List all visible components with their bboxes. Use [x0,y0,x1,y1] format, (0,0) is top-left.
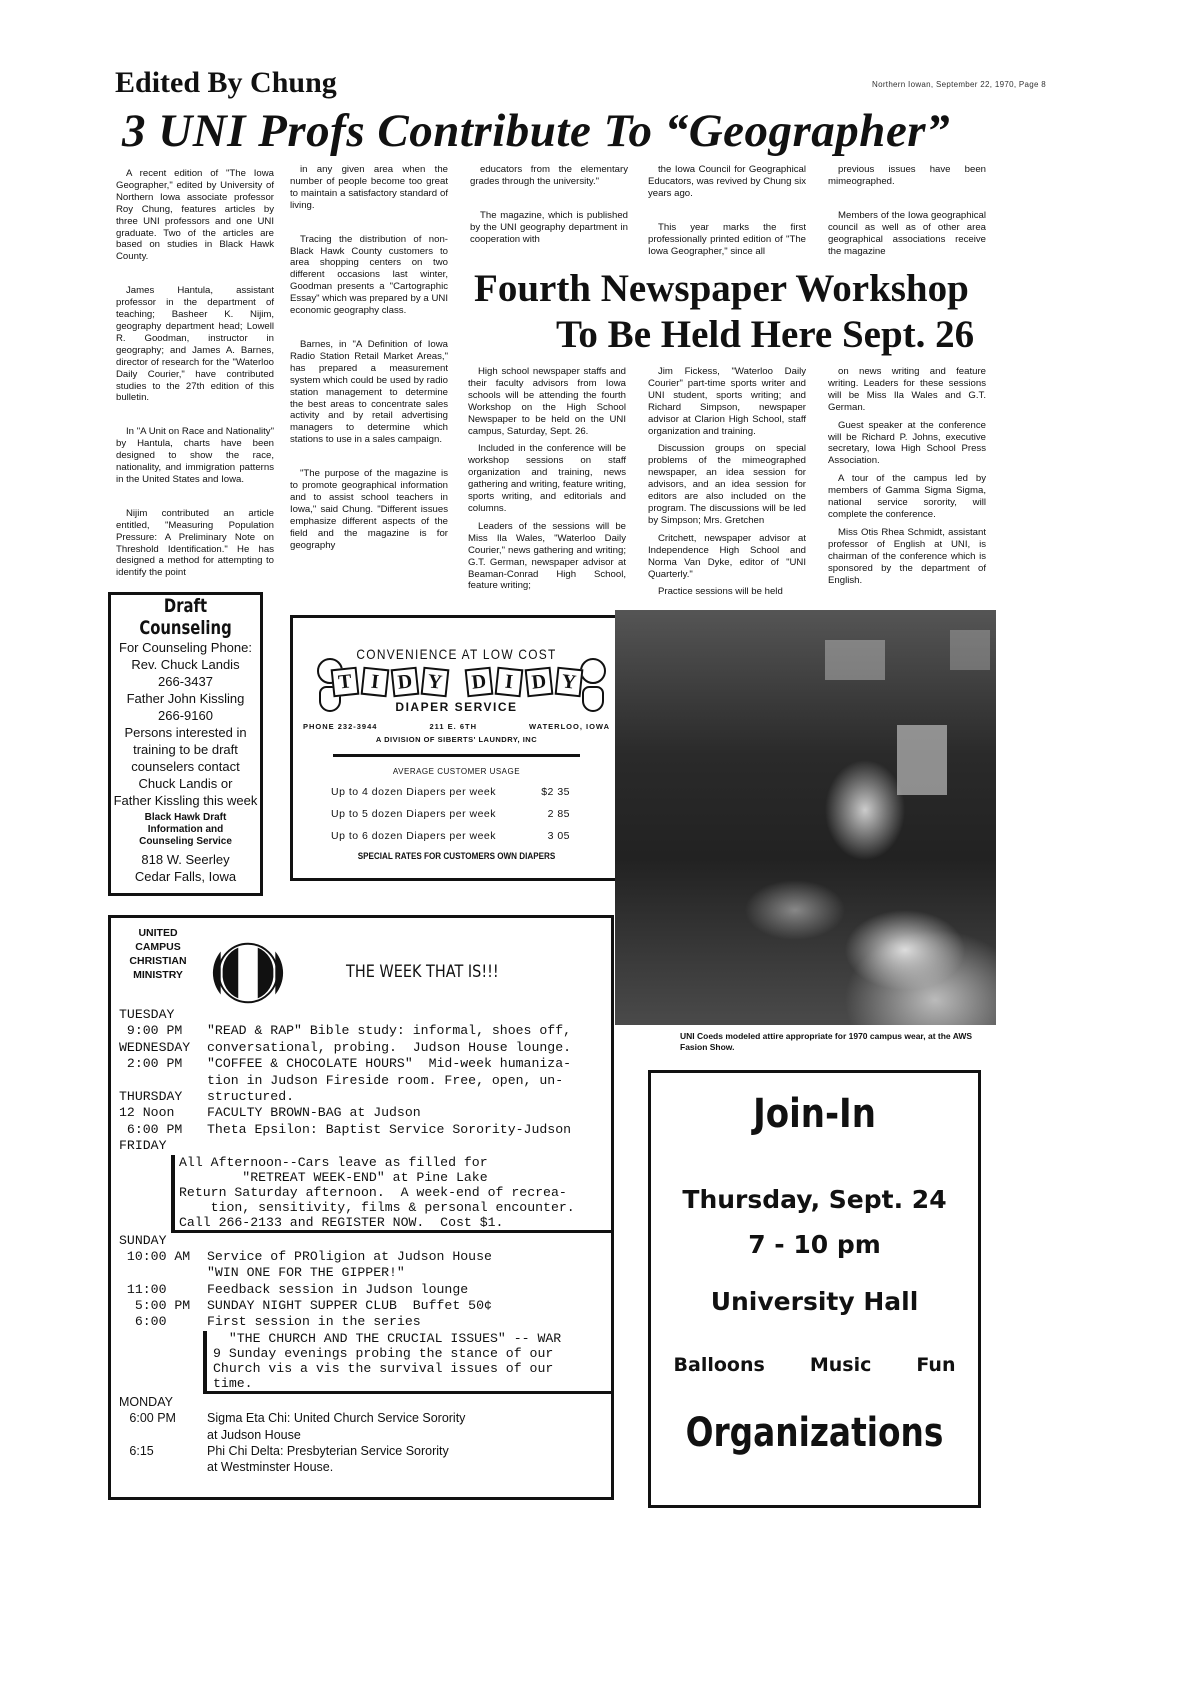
schedule-text: "WIN ONE FOR THE GIPPER!" [207,1265,405,1281]
fashion-show-photo [615,610,996,1025]
join-in-ad [648,1070,981,1508]
uccm-org-line: UNITED [138,927,178,939]
paragraph: The magazine, which is published by the UNI geography department in cooperation with [470,209,628,245]
schedule-text [166,1233,611,1249]
schedule-line: "RETREAT WEEK-END" at Pine Lake [179,1169,488,1185]
schedule-time: 12 Noon [119,1105,175,1121]
extra-music: Music [809,1354,872,1376]
tidy-tagline: CONVENIENCE AT LOW COST [356,646,557,662]
rate-row [293,830,620,842]
rate-label: Up to 6 dozen Diapers per week [331,830,496,842]
schedule-line: Church vis a vis the survival issues of our [213,1360,554,1376]
schedule-text: Theta Epsilon: Baptist Service Sorority-Judson [207,1121,572,1137]
schedule-time: 6:00 [119,1314,167,1330]
schedule-text: at Judson House [207,1427,301,1442]
schedule-row [119,1265,611,1281]
schedule-time [119,1073,207,1089]
schedule-line: Return Saturday afternoon. A week-end of recrea- [179,1184,567,1200]
draft-line: For Counseling Phone: [119,640,252,655]
paragraph: High school newspaper staffs and their faculty advisors from Iowa schools will be attending the fourth Workshop on the High School Newspaper to be held on the UNI campus, Saturday, Sept. 26. [468,366,626,437]
article1-col4 [648,164,806,279]
tidy-didy-ad [290,615,623,881]
draft-title: Draft [163,595,208,617]
schedule-time: 6:00 PM [119,1121,183,1137]
rate-label: Up to 5 dozen Diapers per week [331,808,496,820]
rate-row [293,786,620,798]
draft-address-line: Cedar Falls, Iowa [134,869,237,884]
draft-line: Father John Kissling [126,691,245,706]
paragraph: Barnes, in "A Definition of Iowa Radio Station Retail Market Areas," has prepared a measurement system which could be used by radio station management to determine the best areas to concentrate sales activity and by retail advertising managers to determine which stations to use in a sales campaign. [290,338,448,446]
draft-org-line: Counseling Service [139,836,232,847]
schedule-time: 10:00 AM [119,1248,191,1264]
rate-price: $2 35 [541,786,570,798]
schedule-row [119,1282,611,1298]
banner-letter: I [494,667,523,698]
join-extras [651,1354,978,1376]
article1-col3 [470,164,628,268]
paragraph: previous issues have been mimeographed. [828,164,986,187]
tidy-phone: PHONE 232-3944 [303,722,378,731]
join-date: Thursday, Sept. 24 [682,1185,947,1214]
schedule-time [119,1265,207,1281]
schedule-line: 9 Sunday evenings probing the stance of our [213,1345,554,1361]
schedule-line: All Afternoon--Cars leave as filled for [179,1154,488,1170]
draft-line: 266-3437 [158,674,213,689]
paragraph: This year marks the first professionally printed edition of "The Iowa Geographer," since all [648,221,806,257]
paragraph: Guest speaker at the conference will be Richard P. Johns, executive secretary, Iowa High School Press Association. [828,419,986,467]
uccm-org-line: CHRISTIAN [129,955,187,967]
draft-address-line: 818 W. Seerley [141,852,230,867]
schedule-text [173,1394,611,1410]
paragraph: Discussion groups on special problems of the mimeographed newspaper, an idea session for advisors, and an idea session for editors are also included on the program. The discussions will be led by Simpson; Mrs. Gretchen [648,443,806,526]
schedule-time: 11:00 [119,1281,167,1297]
schedule-time: 9:00 PM [119,1023,183,1039]
schedule-row [119,1443,611,1459]
uccm-ad [108,915,614,1500]
article1-col2 [290,164,448,573]
schedule-text: at Westminster House. [207,1460,334,1475]
workshop-headline-1: Fourth Newspaper Workshop [474,267,969,310]
schedule-text [174,1007,611,1023]
rate-label: Up to 4 dozen Diapers per week [331,786,496,798]
paragraph: educators from the elementary grades through the university." [470,164,628,187]
schedule-text: conversational, probing. Judson House lounge. [207,1039,572,1055]
schedule-text: Sigma Eta Chi: United Church Service Sorority [207,1411,466,1426]
schedule-row [119,1056,611,1072]
schedule-text: "READ & RAP" Bible study: informal, shoes off, [207,1023,572,1039]
article2-col3 [828,366,986,592]
divider [333,754,580,757]
schedule-row [119,1073,611,1089]
schedule-row [119,1007,611,1023]
draft-line: training to be draft [133,742,238,757]
schedule-time: TUESDAY [119,1007,175,1022]
schedule-row [119,1394,611,1410]
rate-row [293,808,620,820]
schedule-text: Phi Chi Delta: Presbyterian Service Sorority [207,1444,449,1459]
paragraph: the Iowa Council for Geographical Educators, was revived by Chung six years ago. [648,164,806,199]
paragraph: Nijim contributed an article entitled, "Measuring Population Pressure: A Preliminary Note on Threshold Identification." He has designed a method for attempting to identify the point [116,507,274,579]
draft-line: 266-9160 [158,708,213,723]
uccm-logo-icon [209,934,287,1012]
paragraph: in any given area when the number of people become too great to maintain a satisfactory standard of living. [290,164,448,211]
draft-org [111,812,260,848]
paragraph: James Hantula, assistant professor in the department of teaching; Basheer K. Nijim, geography department head; Lowell R. Goodman, instructor in geography; and James A. Barnes, director of research for the "Waterloo Daily Courier," have contributed studies to the 27th edition of this bulletin. [116,285,274,404]
schedule-row [119,1122,611,1138]
section-kicker: Edited By Chung [115,66,337,99]
paragraph: on news writing and feature writing. Leaders for these sessions will be Miss Ila Wales and G.T. German. [828,366,986,413]
tidy-contact [293,722,620,731]
uccm-org-line: CAMPUS [135,941,181,953]
schedule-row [119,1298,611,1314]
uccm-org-line: MINISTRY [133,969,183,981]
draft-address [111,851,260,885]
extra-fun: Fun [916,1354,956,1376]
schedule-row [119,1023,611,1039]
schedule-time: THURSDAY [119,1088,183,1104]
draft-org-line: Information and [147,824,224,835]
paragraph: "The purpose of the magazine is to promote geographical information and to assist school teachers in Iowa," said Chung. "Different issues emphasize different aspects of the field and the magazine is for geography [290,468,448,551]
schedule-time: SUNDAY [119,1232,167,1248]
paragraph: Tracing the distribution of non-Black Hawk County customers to area shopping centers on two different occasions last winter, Goodman presents a "Cartographic Essay" which was prepared by a UNI economic geography class. [290,233,448,317]
tidy-city: WATERLOO, IOWA [529,722,610,731]
banner-letter: D [390,667,419,698]
paragraph: Included in the conference will be workshop sessions on staff organization and training, news gathering and writing, feature writing, sports writing, and editorials and columns. [468,443,626,514]
schedule-time: 6:00 PM [119,1411,176,1426]
draft-title: Counseling [139,617,232,639]
draft-org-line: Black Hawk Draft [144,812,227,823]
paragraph: Members of the Iowa geographical council as well as of other area geographical associations receive the magazine [828,209,986,257]
banner-letter: I [360,667,389,698]
schedule-text [166,1138,611,1154]
schedule-row [119,1105,611,1121]
paragraph: In "A Unit on Race and Nationality" by Hantula, charts have been designed to show the race, nationality, and immigration patterns in the United States and Iowa. [116,426,274,485]
rate-price: 2 85 [547,808,570,820]
tidy-street: 211 E. 6TH [429,722,478,731]
dateline: Northern Iowan, September 22, 1970, Page 8 [872,80,1047,89]
extra-balloons: Balloons [673,1354,765,1376]
draft-counseling-ad [108,592,263,896]
schedule-time: FRIDAY [119,1138,167,1154]
article1-col1 [116,168,274,601]
paragraph: Jim Fickess, "Waterloo Daily Courier" part-time sports writer and UNI student, sports writing; and Richard Simpson, newspaper advisor at Clarion High School, staff organization and training. [648,366,806,437]
sunday-series-box [203,1331,611,1394]
banner-letter: D [464,667,493,698]
schedule-text: Service of PROligion at Judson House [207,1248,492,1264]
banner-letter: Y [420,667,449,698]
schedule-row [119,1427,611,1443]
schedule-time: 5:00 PM [119,1298,191,1314]
schedule-text: SUNDAY NIGHT SUPPER CLUB Buffet 50¢ [207,1298,492,1314]
article2-col1 [468,366,626,598]
schedule-row [119,1089,611,1105]
draft-line: Chuck Landis or [138,776,233,791]
schedule-row [119,1040,611,1056]
schedule-row [119,1233,611,1249]
paragraph: A tour of the campus led by members of Gamma Sigma Sigma, national service sorority, will complete the conference. [828,473,986,520]
schedule-text: "COFFEE & CHOCOLATE HOURS" Mid-week humaniza- [207,1056,572,1072]
join-place: University Hall [710,1287,919,1316]
draft-lines [111,639,260,809]
banner-letter: D [524,667,553,698]
article-headline: 3 UNI Profs Contribute To “Geographer” [122,105,951,157]
schedule-text: Feedback session in Judson lounge [207,1281,469,1297]
uccm-org-name [123,926,193,982]
schedule-text: First session in the series [207,1314,421,1330]
paragraph: Miss Otis Rhea Schmidt, assistant professor of English at UNI, is chairman of the conference which is sponsored by the department of English. [828,526,986,586]
schedule-time: 2:00 PM [119,1056,183,1072]
friday-retreat-box [171,1155,611,1233]
banner-letter: Y [554,667,583,698]
schedule-row [119,1314,611,1330]
workshop-headline-2: To Be Held Here Sept. 26 [556,313,975,356]
schedule-text: structured. [207,1088,295,1104]
join-title: Join-In [753,1091,876,1137]
draft-line: Rev. Chuck Landis [131,657,240,672]
article2-col2 [648,366,806,604]
tidy-service: DIAPER SERVICE [395,700,518,714]
schedule-row [119,1459,611,1475]
schedule-row [119,1410,611,1426]
paragraph: Practice sessions will be held [658,586,783,598]
schedule-time [119,1427,207,1443]
join-time: 7 - 10 pm [748,1230,881,1259]
schedule-time [119,1459,207,1475]
schedule-time: MONDAY [119,1394,173,1409]
usage-heading: AVERAGE CUSTOMER USAGE [392,767,521,776]
rates-list [293,786,620,842]
draft-line: Father Kissling this week [113,793,258,808]
tidy-didy-banner [293,668,620,696]
draft-line: Persons interested in [124,725,247,740]
paragraph: Critchett, newspaper advisor at Independence High School and Norma Van Dyke, editor of "UNI Quarterly." [648,532,806,580]
uccm-title: THE WEEK THAT IS!!! [346,962,499,982]
article1-col5 [828,164,986,279]
schedule-text: tion in Judson Fireside room. Free, open, un- [207,1072,564,1088]
schedule-row [119,1249,611,1265]
schedule-time: WEDNESDAY [119,1039,191,1055]
weekly-schedule [119,1007,611,1476]
schedule-line: Call 266-2133 and REGISTER NOW. Cost $1. [179,1214,504,1230]
tidy-division: A DIVISION OF SIBERTS' LAUNDRY, INC [375,735,538,744]
rate-price: 3 05 [547,830,570,842]
schedule-line: tion, sensitivity, films & personal encounter. [179,1199,575,1215]
draft-line: counselers contact [131,759,240,774]
schedule-line: time. [213,1375,253,1391]
banner-letter: T [330,667,359,698]
tidy-special: SPECIAL RATES FOR CUSTOMERS OWN DIAPERS [357,851,556,861]
paragraph: Leaders of the sessions will be Miss Ila Wales, "Waterloo Daily Courier," news gathering and writing; G.T. German, newspaper advisor at Beaman-Conrad High School, feature writing; [468,520,626,592]
photo-caption: UNI Coeds modeled attire appropriate for 1970 campus wear, at the AWS Fasion Show. [680,1031,973,1052]
schedule-row [119,1138,611,1154]
join-footer: Organizations [685,1410,944,1456]
schedule-time: 6:15 [119,1444,154,1459]
schedule-line: "THE CHURCH AND THE CRUCIAL ISSUES" -- WAR [213,1330,562,1346]
schedule-text: FACULTY BROWN-BAG at Judson [207,1105,421,1121]
paragraph: A recent edition of "The Iowa Geographer," edited by University of Northern Iowa associate professor Roy Chung, features articles by three UNI professors and one UNI graduate. Two of the articles are based on studies in Black Hawk County. [116,168,274,263]
